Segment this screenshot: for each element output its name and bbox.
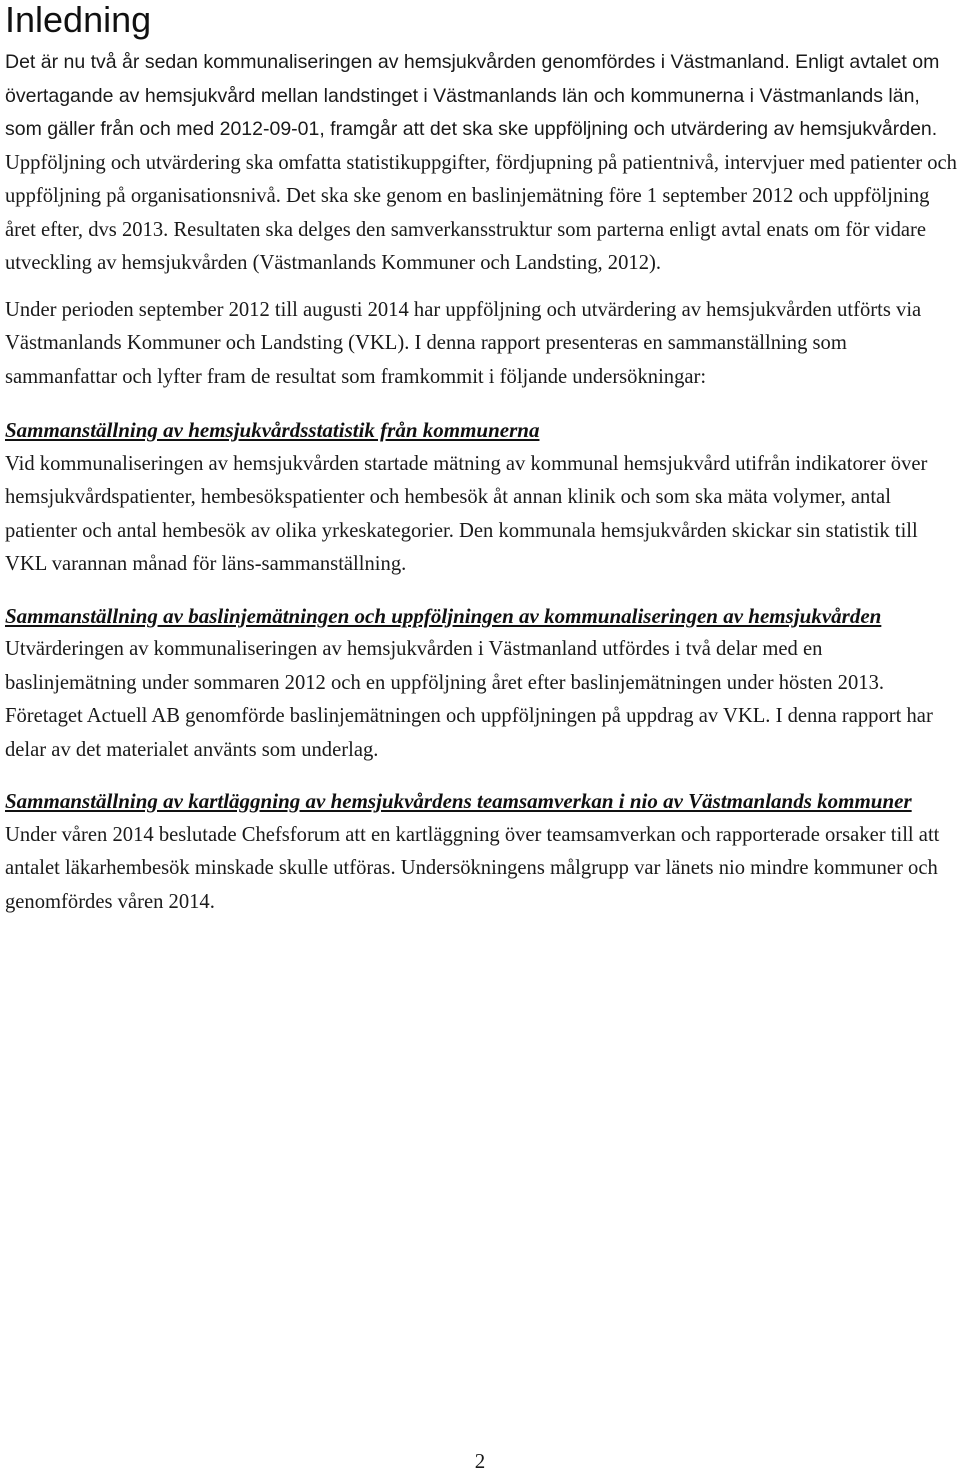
section-body-baseline: Utvärderingen av kommunaliseringen av hemsjukvården i Västmanland utfördes i två delar med en baslinjemätning under sommaren 2012 och en uppföljning året efter baslinjemätningen under hösten 2013. Företaget Actuell AB genomförde baslinjemätningen och uppföljningen på uppdrag av VKL. I denna rapport har delar av det materialet använts som underlag. <box>5 638 933 761</box>
document-page <box>5 0 957 919</box>
intro-paragraph <box>5 46 957 281</box>
second-paragraph: Under perioden september 2012 till augusti 2014 har uppföljning och utvärdering av hemsjukvården utförts via Västmanlands Kommuner och Landsting (VKL). I denna rapport presenteras en sammanställning som sammanfattar och lyfter fram de resultat som framkommit i följande undersökningar: <box>5 298 922 388</box>
section-body-teamwork: Under våren 2014 beslutade Chefsforum att en kartläggning över teamsamverkan och rapporterade orsaker till att antalet läkarhembesök minskade skulle utföras. Undersökningens målgrupp var länets nio mindre kommuner och genomfördes våren 2014. <box>5 823 940 913</box>
section-body-statistics: Vid kommunaliseringen av hemsjukvården startade mätning av kommunal hemsjukvård utifrån indikatorer över hemsjukvårdspatienter, hembesökspatienter och hembesök åt annan klinik och som ska mäta volymer, antal patienter och antal hembesök av olika yrkeskategorier. Den kommunala hemsjukvården skickar sin statistik till VKL varannan månad för läns-sammanställning. <box>5 452 928 575</box>
intro-paragraph-part1: Det är nu två år sedan kommunaliseringen av hemsjukvården genomfördes i Västmanland. Enligt avtalet om övertagande av hemsjukvård mellan landstinget i Västmanlands län och kommunerna i Västmanlands län, som gäller från och med 2012-09-01, framgår att det ska ske uppföljning och utvärdering av hemsjukvården. <box>5 51 940 140</box>
section-heading-statistics: Sammanställning av hemsjukvårdsstatistik från kommunerna <box>5 418 540 442</box>
section-heading-teamwork: Sammanställning av kartläggning av hemsjukvårdens teamsamverkan i nio av Västmanlands kommuner <box>5 789 912 813</box>
page-number: 2 <box>474 1449 486 1473</box>
intro-paragraph-part2: Uppföljning och utvärdering ska omfatta statistikuppgifter, fördjupning på patientnivå, intervjuer med patienter och uppföljning på organisationsnivå. Det ska ske genom en baslinjemätning före 1 september 2012 och uppföljning året efter, dvs 2013. Resultaten ska delges den samverkansstruktur som parterna enligt avtal enats om för vidare utveckling av hemsjukvården (Västmanlands Kommuner och Landsting, 2012). <box>5 151 957 274</box>
section-heading-baseline: Sammanställning av baslinjemätningen och uppföljningen av kommunaliseringen av hemsjukvården <box>5 603 882 628</box>
page-title: Inledning <box>5 0 152 40</box>
